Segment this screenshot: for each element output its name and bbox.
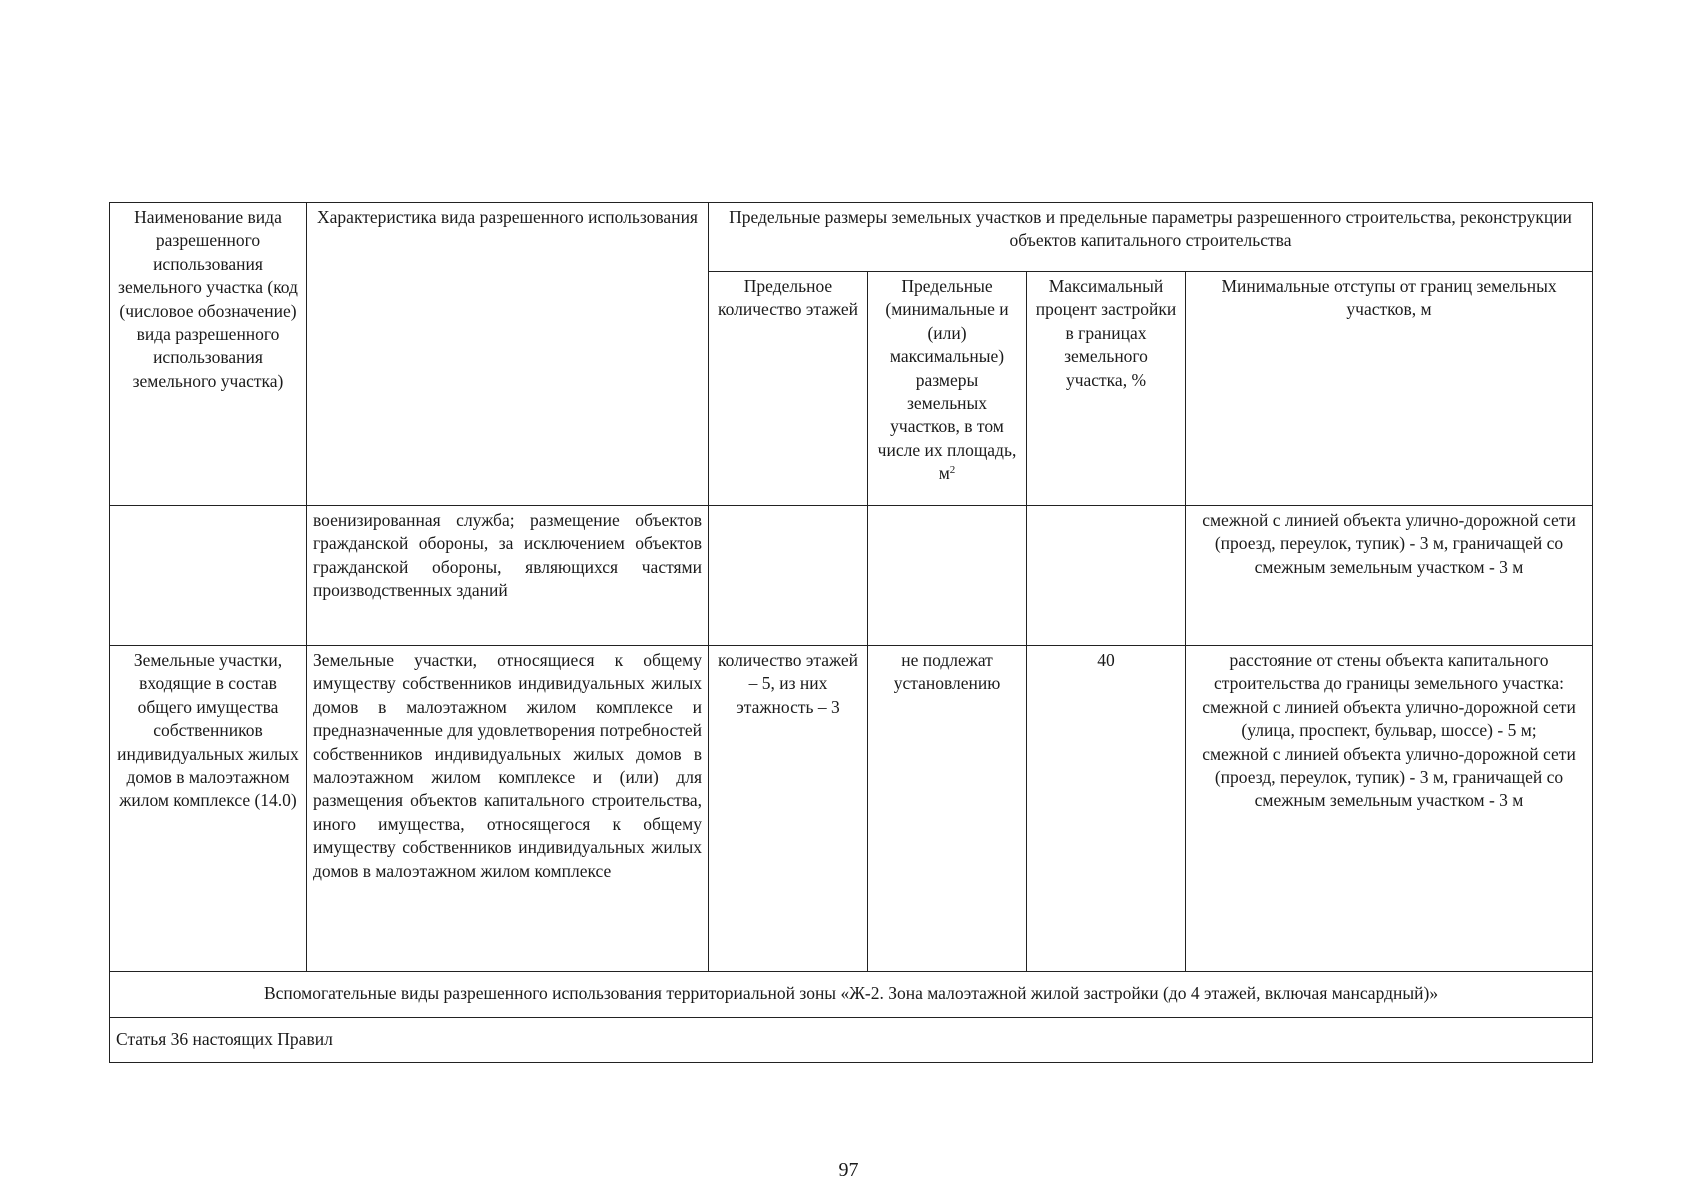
cell-characteristic: военизированная служба; размещение объектов гражданской обороны, за исключением объектов гражданской обороны, являющихся частями производственных зданий <box>307 506 709 646</box>
header-col-min-offsets: Минимальные отступы от границ земельных участков, м <box>1186 272 1593 506</box>
cell-characteristic: Земельные участки, относящиеся к общему имуществу собственников индивидуальных жилых домов в малоэтажном жилом комплексе и предназначенные для удовлетворения потребностей собственников индивидуальных жилых домов в малоэтажном жилом комплексе и (или) для размещения объектов капитального строительства, иного имущества, относящегося к общему имуществу собственников индивидуальных жилых домов в малоэтажном жилом комплексе <box>307 646 709 972</box>
cell-max-percent: 40 <box>1027 646 1186 972</box>
header-col-plot-size-sup: 2 <box>949 464 956 477</box>
reference-row <box>110 1018 1593 1063</box>
cell-min-offsets-part-b: смежной с линией объекта улично-дорожной сети (проезд, переулок, тупик) - 3 м, граничащей со смежным земельным участком - 3 м <box>1202 743 1576 811</box>
cell-min-offsets <box>1186 646 1593 972</box>
header-col-plot-size <box>868 272 1027 506</box>
cell-floors <box>709 506 868 646</box>
page-number: 97 <box>838 1159 859 1181</box>
header-col-plot-size-text: Предельные (минимальные и (или) максимальные) размеры земельных участков, в том числе их площадь, м <box>877 276 1017 484</box>
cell-plot-size <box>868 506 1027 646</box>
header-col-floors: Предельное количество этажей <box>709 272 868 506</box>
cell-plot-size: не подлежат установлению <box>868 646 1027 972</box>
cell-name: Земельные участки, входящие в состав общего имущества собственников индивидуальных жилых домов в малоэтажном жилом комплексе (14.0) <box>110 646 307 972</box>
header-col-name: Наименование вида разрешенного использования земельного участка (код (числовое обозначение) вида разрешенного использования земельного участка) <box>110 203 307 506</box>
cell-min-offsets-part-a: расстояние от стены объекта капитального строительства до границы земельного участка: смежной с линией объекта улично-дорожной сети (улица, проспект, бульвар, шоссе) - 5 м; <box>1202 650 1576 741</box>
header-col-limits-group: Предельные размеры земельных участков и предельные параметры разрешенного строительства, реконструкции объектов капитального строительства <box>709 203 1593 272</box>
cell-max-percent <box>1027 506 1186 646</box>
section-heading: Вспомогательные виды разрешенного использования территориальной зоны «Ж-2. Зона малоэтажной жилой застройки (до 4 этажей, включая мансардный)» <box>110 972 1593 1018</box>
cell-floors: количество этажей – 5, из них этажность – 3 <box>709 646 868 972</box>
header-row-1 <box>110 203 1593 272</box>
header-col-max-percent: Максимальный процент застройки в границах земельного участка, % <box>1027 272 1186 506</box>
section-heading-row <box>110 972 1593 1018</box>
reference-text: Статья 36 настоящих Правил <box>110 1018 1593 1063</box>
table-row <box>110 646 1593 972</box>
cell-min-offsets: смежной с линией объекта улично-дорожной сети (проезд, переулок, тупик) - 3 м, граничащей со смежным земельным участком - 3 м <box>1186 506 1593 646</box>
cell-name <box>110 506 307 646</box>
header-col-characteristic: Характеристика вида разрешенного использования <box>307 203 709 506</box>
table-row <box>110 506 1593 646</box>
regulations-table <box>109 202 1593 1063</box>
